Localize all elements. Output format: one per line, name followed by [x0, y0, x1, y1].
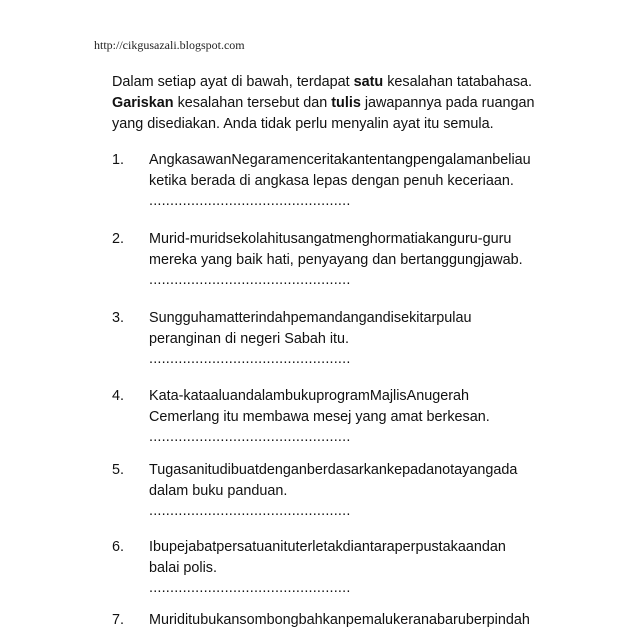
word: program — [316, 388, 370, 404]
question-line-1 — [149, 150, 546, 171]
word: berpindah — [465, 612, 530, 628]
word: terindah — [238, 310, 291, 326]
word: di — [382, 310, 394, 326]
word: di — [231, 74, 243, 90]
word: ayat — [200, 74, 228, 90]
word: kesalahan — [387, 74, 453, 90]
word: beliau — [492, 152, 531, 168]
word: itu — [275, 231, 291, 247]
question-text — [149, 610, 546, 631]
word: kesalahan — [177, 95, 244, 111]
question-number: 4. — [112, 388, 125, 404]
word: jawapannya — [364, 95, 442, 111]
question-line-1 — [149, 229, 546, 250]
word: tatabahasa. — [456, 74, 533, 90]
question-text — [149, 150, 546, 208]
question-line-2: mereka yang baik hati, penyayang dan bertanggungjawab. — [149, 252, 523, 268]
word: menceritakan — [278, 152, 365, 168]
answer-blank[interactable]: ................................................ — [149, 272, 351, 288]
word: bukan — [200, 612, 240, 628]
answer-blank[interactable]: ................................................ — [149, 351, 351, 367]
word: pemandangan — [290, 310, 383, 326]
word: Angkasawan — [149, 152, 232, 168]
word: Murid-murid — [149, 231, 226, 247]
question-number: 3. — [112, 310, 125, 326]
word: ada — [493, 462, 518, 478]
word: nota — [434, 462, 463, 478]
word: terletak — [295, 539, 343, 555]
question-line-2: Cemerlang itu membawa mesej yang amat berkesan. — [149, 409, 490, 425]
word: kepada — [386, 462, 435, 478]
word: persatuan — [216, 539, 281, 555]
word: itu — [204, 462, 220, 478]
word: sangat — [290, 231, 334, 247]
question-line-2: balai polis. — [149, 560, 217, 576]
bold-word-tulis: tulis — [331, 95, 361, 111]
question-text — [149, 308, 546, 366]
word: itu — [184, 612, 201, 628]
bold-word-satu: satu — [353, 74, 384, 90]
question-line-1 — [149, 308, 546, 329]
instructions-line-1 — [112, 72, 546, 93]
question-number: 1. — [112, 152, 125, 168]
word: dibuat — [219, 462, 259, 478]
answer-blank[interactable]: ................................................ — [149, 193, 351, 209]
word: sekitar — [393, 310, 437, 326]
word: Negara — [231, 152, 279, 168]
question-number: 5. — [112, 462, 125, 478]
word: dan — [303, 95, 328, 111]
word: terdapat — [296, 74, 350, 90]
word: perpustakaan — [394, 539, 482, 555]
word: dan — [481, 539, 506, 555]
word: Majlis — [369, 388, 407, 404]
question-text — [149, 460, 546, 518]
word: Anugerah — [406, 388, 470, 404]
question-text — [149, 386, 546, 444]
question-number: 6. — [112, 539, 125, 555]
word: bahkan — [298, 612, 346, 628]
question-line-2: peranginan di negeri Sabah itu. — [149, 331, 350, 347]
question-line-2: ketika berada di angkasa lepas dengan penuh keceriaan. — [149, 173, 514, 189]
word: tentang — [365, 152, 414, 168]
word: berdasarkan — [306, 462, 387, 478]
question-line-1 — [149, 386, 546, 407]
word: setiap — [157, 74, 196, 90]
word: ruangan — [481, 95, 535, 111]
question-text — [149, 229, 546, 287]
word: tersebut — [247, 95, 300, 111]
word: dengan — [258, 462, 307, 478]
word: Dalam — [112, 74, 154, 90]
answer-blank[interactable]: ................................................ — [149, 503, 351, 519]
word: menghormati — [333, 231, 418, 247]
word: pengalaman — [413, 152, 493, 168]
word: sekolah — [225, 231, 276, 247]
instructions-line-3: yang disediakan. Anda tidak perlu menyalin ayat itu semula. — [112, 116, 494, 132]
word: pemalu — [345, 612, 394, 628]
word: Murid — [149, 612, 185, 628]
answer-blank[interactable]: ................................................ — [149, 580, 351, 596]
word: Sungguh — [149, 310, 207, 326]
word: guru-guru — [449, 231, 512, 247]
word: pulau — [436, 310, 472, 326]
question-line-1 — [149, 537, 546, 558]
word: dalam — [245, 388, 286, 404]
word: yang — [462, 462, 494, 478]
word: bawah, — [246, 74, 293, 90]
word: aluan — [210, 388, 246, 404]
word: antara — [353, 539, 395, 555]
word: sombong — [239, 612, 299, 628]
answer-blank[interactable]: ................................................ — [149, 429, 351, 445]
word: pada — [445, 95, 478, 111]
word: baru — [437, 612, 466, 628]
question-line-2: dalam buku panduan. — [149, 483, 288, 499]
source-url: http://cikgusazali.blogspot.com — [94, 38, 245, 52]
bold-word-gariskan: Gariskan — [112, 95, 174, 111]
word: pejabat — [169, 539, 217, 555]
word: Kata-kata — [149, 388, 211, 404]
word: Tugasan — [149, 462, 205, 478]
word: itu — [280, 539, 296, 555]
word: di — [342, 539, 354, 555]
instructions — [112, 72, 546, 135]
question-number: 2. — [112, 231, 125, 247]
instructions-line-2 — [112, 93, 546, 114]
word: buku — [285, 388, 317, 404]
question-number: 7. — [112, 612, 125, 628]
question-text — [149, 537, 546, 595]
word: amat — [206, 310, 239, 326]
word: Ibu — [149, 539, 170, 555]
question-line-1 — [149, 610, 546, 631]
word: akan — [417, 231, 449, 247]
word: kerana — [393, 612, 438, 628]
question-line-1 — [149, 460, 546, 481]
